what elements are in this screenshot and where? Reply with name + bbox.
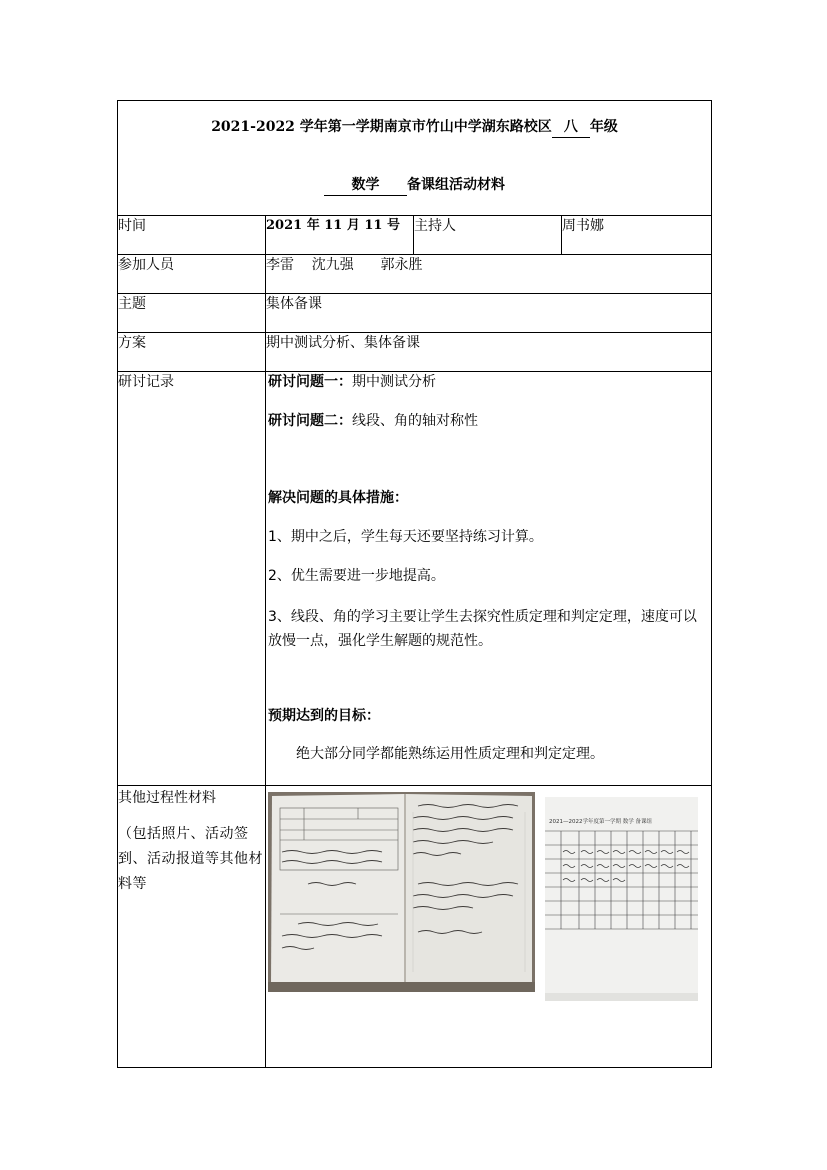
- question-1-text: 期中测试分析: [352, 374, 436, 390]
- plan-value: 期中测试分析、集体备课: [266, 333, 712, 372]
- question-1-label: 研讨问题一：: [268, 374, 352, 390]
- host-label: 主持人: [414, 216, 562, 255]
- title-group-suffix: 备课组活动材料: [407, 177, 505, 193]
- grade-field: 八: [552, 117, 590, 138]
- lesson-prep-record-table: [117, 100, 712, 1068]
- host-value: 周书娜: [562, 216, 712, 255]
- title-school-term: 2021-2022 学年第一学期南京市竹山中学湖东路校区: [211, 119, 552, 135]
- other-materials-photos: [266, 786, 712, 1068]
- topic-value: 集体备课: [266, 294, 712, 333]
- plan-label: 方案: [118, 333, 266, 372]
- document-title: [118, 101, 712, 216]
- topic-label: 主题: [118, 294, 266, 333]
- sign-in-sheet-photo: [545, 797, 698, 1001]
- sign-in-sheet-header: 2021—2022学年度第一学期 数学 备课组: [549, 819, 652, 825]
- title-line-2: [118, 173, 711, 197]
- notebook-photo-svg: [268, 792, 535, 992]
- discussion-record: [266, 372, 712, 786]
- measure-item-1: 1、期中之后，学生每天还要坚持练习计算。: [268, 529, 543, 545]
- title-line-1: [118, 115, 711, 139]
- participants-value: 李雷 沈九强 郭永胜: [266, 255, 712, 294]
- measure-item-3: 3、线段、角的学习主要让学生去探究性质定理和判定定理，速度可以放慢一点，强化学生解题的规范性。: [268, 609, 697, 649]
- goal-title: 预期达到的目标：: [268, 708, 380, 724]
- subject-field: 数学: [324, 175, 407, 196]
- other-materials-note: （包括照片、活动签到、活动报道等其他材料等: [118, 826, 263, 892]
- measure-item-2: 2、优生需要进一步地提高。: [268, 568, 445, 584]
- time-label: 时间: [118, 216, 266, 255]
- other-materials-label-cell: [118, 786, 266, 1068]
- notebook-photo: [268, 792, 535, 992]
- other-materials-label: 其他过程性材料: [118, 790, 216, 806]
- question-2-text: 线段、角的轴对称性: [352, 413, 478, 429]
- measures-title: 解决问题的具体措施：: [268, 490, 408, 506]
- sign-in-sheet-svg: [545, 797, 698, 1001]
- participants-label: 参加人员: [118, 255, 266, 294]
- question-2-label: 研讨问题二：: [268, 413, 352, 429]
- time-value: 2021 年 11 月 11 号: [266, 216, 414, 255]
- discussion-label: 研讨记录: [118, 372, 266, 786]
- goal-text: 绝大部分同学都能熟练运用性质定理和判定定理。: [296, 746, 604, 762]
- title-grade-suffix: 年级: [589, 119, 618, 135]
